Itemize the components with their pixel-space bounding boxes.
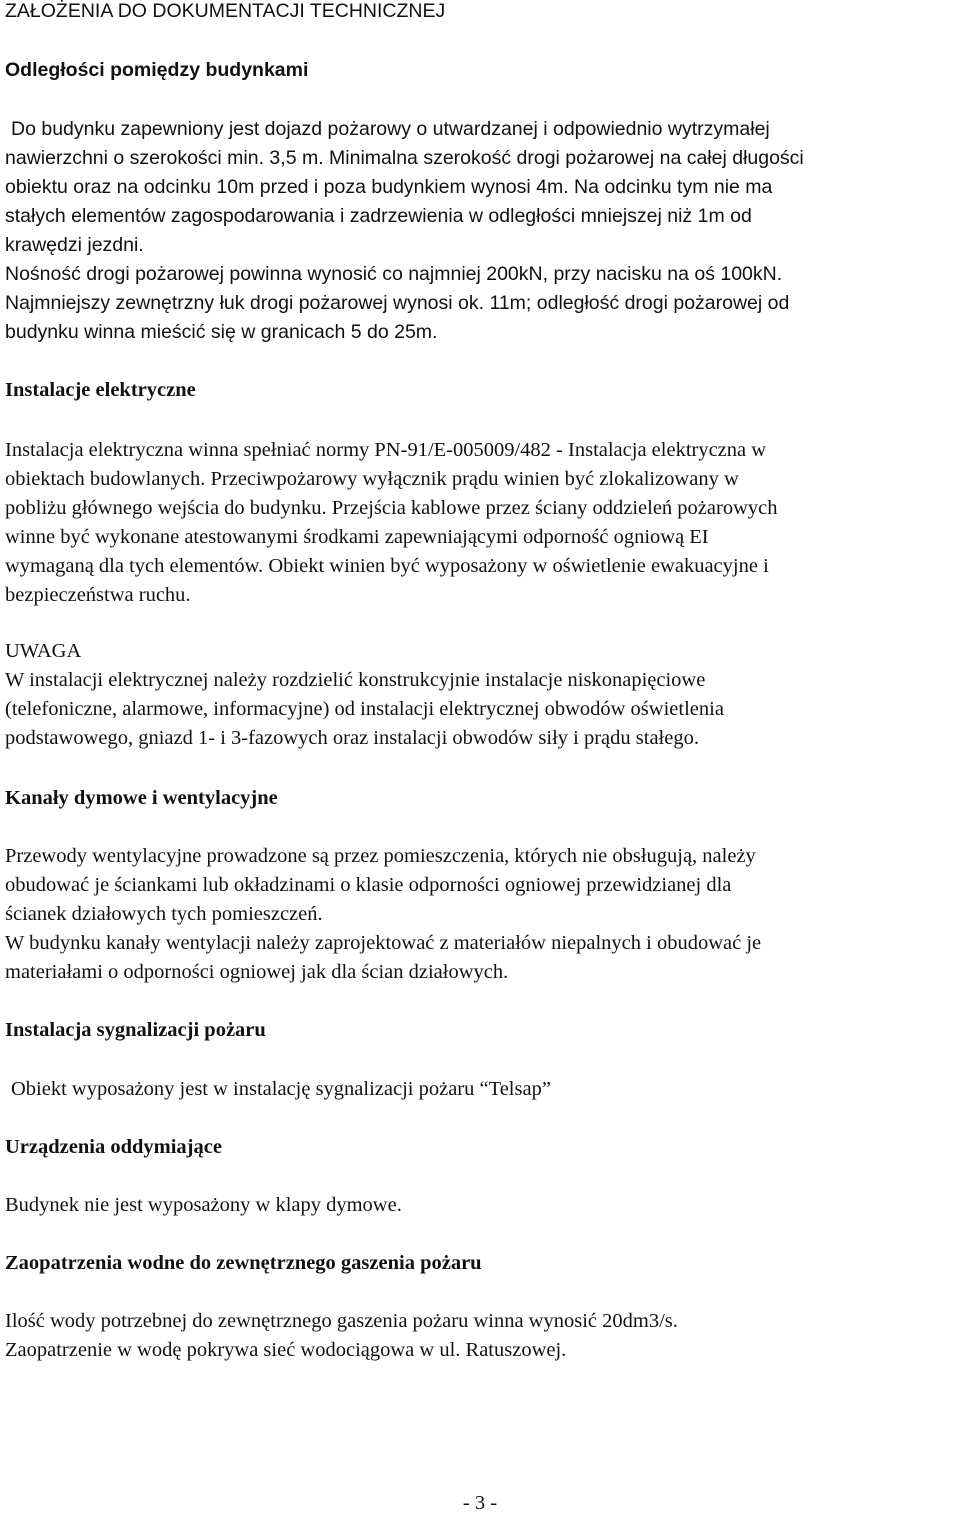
document-title: ZAŁOŻENIA DO DOKUMENTACJI TECHNICZNEJ	[5, 0, 446, 22]
section-body-ducts	[5, 842, 955, 987]
paragraph-line: obiektach budowlanych. Przeciwpożarowy wyłącznik prądu winien być zlokalizowany w	[5, 468, 739, 490]
paragraph-line: Obiekt wyposażony jest w instalację sygnalizacji pożaru “Telsap”	[11, 1078, 551, 1100]
section-body-water-supply	[5, 1307, 955, 1365]
paragraph-line: stałych elementów zagospodarowania i zadrzewienia w odległości mniejszej niż 1m od	[5, 205, 752, 227]
section-heading-electrical: Instalacje elektryczne	[5, 379, 196, 401]
paragraph-line: krawędzi jezdni.	[5, 234, 144, 256]
section-body-distances	[5, 115, 955, 347]
section-heading-distances: Odległości pomiędzy budynkami	[5, 59, 309, 81]
paragraph-line: Ilość wody potrzebnej do zewnętrznego gaszenia pożaru winna wynosić 20dm3/s.	[5, 1310, 678, 1332]
section-heading-water-supply: Zaopatrzenia wodne do zewnętrznego gaszenia pożaru	[5, 1252, 482, 1274]
page-number: - 3 -	[462, 1492, 498, 1514]
paragraph-line: bezpieczeństwa ruchu.	[5, 584, 191, 606]
section-body-fire-alarm	[5, 1075, 955, 1104]
section-heading-ducts: Kanały dymowe i wentylacyjne	[5, 787, 278, 809]
paragraph-line: Przewody wentylacyjne prowadzone są przez pomieszczenia, których nie obsługują, należy	[5, 845, 756, 867]
paragraph-line: ścianek działowych tych pomieszczeń.	[5, 903, 323, 925]
paragraph-line: obudować je ściankami lub okładzinami o klasie odporności ogniowej przewidzianej dla	[5, 874, 732, 896]
paragraph-line: wymaganą dla tych elementów. Obiekt winien być wyposażony w oświetlenie ewakuacyjne i	[5, 555, 769, 577]
section-body-electrical	[5, 436, 955, 610]
paragraph-line: Najmniejszy zewnętrzny łuk drogi pożarowej wynosi ok. 11m; odległość drogi pożarowej od	[5, 292, 790, 314]
paragraph-line: nawierzchni o szerokości min. 3,5 m. Minimalna szerokość drogi pożarowej na całej długości	[5, 147, 804, 169]
note-electrical	[5, 637, 955, 753]
paragraph-line: pobliżu głównego wejścia do budynku. Przejścia kablowe przez ściany oddzieleń pożarowych	[5, 497, 778, 519]
paragraph-line: W instalacji elektrycznej należy rozdzielić konstrukcyjnie instalacje niskonapięciowe	[5, 669, 706, 691]
paragraph-line: W budynku kanały wentylacji należy zaprojektować z materiałów niepalnych i obudować je	[5, 932, 762, 954]
paragraph-line: Instalacja elektryczna winna spełniać normy PN-91/E-005009/482 - Instalacja elektryczna w	[5, 439, 767, 461]
paragraph-line: budynku winna mieścić się w granicach 5 do 25m.	[5, 321, 438, 343]
section-heading-fire-alarm: Instalacja sygnalizacji pożaru	[5, 1019, 266, 1041]
paragraph-line: obiektu oraz na odcinku 10m przed i poza budynkiem wynosi 4m. Na odcinku tym nie ma	[5, 176, 773, 198]
section-body-smoke-extraction	[5, 1191, 955, 1220]
section-heading-smoke-extraction: Urządzenia oddymiające	[5, 1136, 222, 1158]
paragraph-line: Do budynku zapewniony jest dojazd pożarowy o utwardzanej i odpowiednio wytrzymałej	[11, 118, 770, 140]
paragraph-line: (telefoniczne, alarmowe, informacyjne) od instalacji elektrycznej obwodów oświetlenia	[5, 698, 724, 720]
paragraph-line: Budynek nie jest wyposażony w klapy dymowe.	[5, 1194, 402, 1216]
paragraph-line: Nośność drogi pożarowej powinna wynosić co najmniej 200kN, przy nacisku na oś 100kN.	[5, 263, 783, 285]
paragraph-line: winne być wykonane atestowanymi środkami zapewniającymi odporność ogniową EI	[5, 526, 709, 548]
note-label: UWAGA	[5, 640, 82, 662]
paragraph-line: Zaopatrzenie w wodę pokrywa sieć wodociągowa w ul. Ratuszowej.	[5, 1339, 567, 1361]
paragraph-line: podstawowego, gniazd 1- i 3-fazowych oraz instalacji obwodów siły i prądu stałego.	[5, 727, 699, 749]
paragraph-line: materiałami o odporności ogniowej jak dla ścian działowych.	[5, 961, 509, 983]
